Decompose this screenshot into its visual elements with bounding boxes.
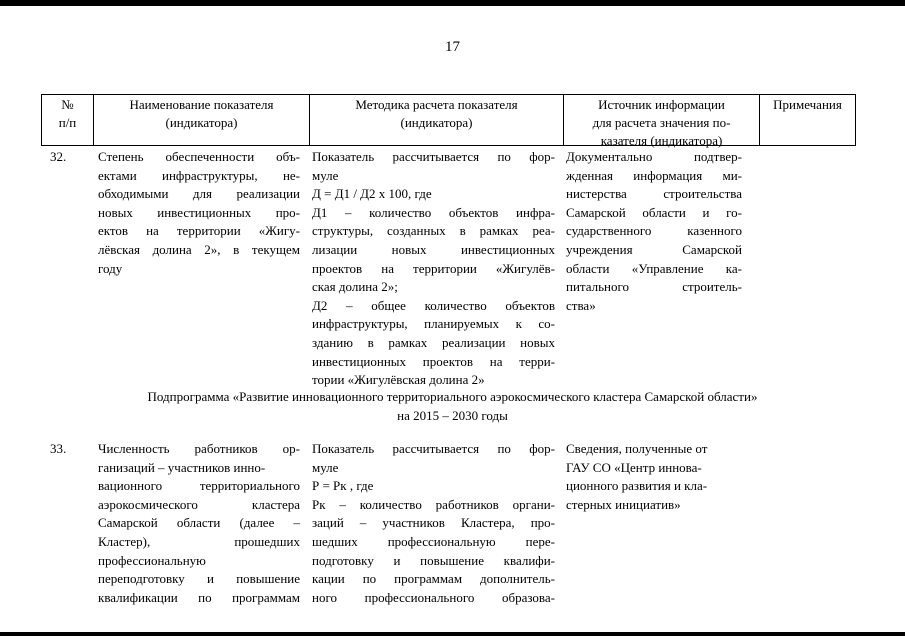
row-33-source: Сведения, полученные от ГАУ СО «Центр иннова- ционного развития и кла- стерных инициатив»: [566, 441, 708, 512]
row-32-method: Показатель рассчитывается по фор- муле Д = Д1 / Д2 х 100, где Д1 – количество объектов инфра- структуры, созданных в рамках реа- лизации новых инвестиционных проектов на территории «Жигулёв- ская долина 2»; Д2 – общее количество объектов инфраструктуры, планируемых к со- зданию в рамках реализации новых инвестиционных проектов на терри- тории «Жигулёвская долина 2»: [312, 149, 555, 388]
header-method: Методика расчета показателя (индикатора): [309, 95, 563, 145]
header-source: Источник информации для расчета значения по- казателя (индикатора): [563, 95, 759, 145]
row-32-number: 32.: [50, 149, 67, 164]
bottom-border: [0, 632, 905, 636]
row-33-name: Численность работников ор- ганизаций – участников инно- вационного территориального аэрокосмического кластера Самарской области (далее – Кластер), прошедших профессиональную переподготовку и повышение квалификации по программам: [98, 441, 300, 605]
header-name: Наименование показателя (индикатора): [93, 95, 309, 145]
row-33-number: 33.: [50, 441, 67, 456]
row-32-name: Степень обеспеченности объ- ектами инфраструктуры, не- обходимыми для реализации новых инвестиционных про- ектов на территории «Жигу- лёвская долина 2», в текущем году: [98, 149, 300, 276]
subprogram-heading: Подпрограмма «Развитие инновационного территориального аэрокосмического кластера Самарской области» на 2015 – 2030 годы: [147, 389, 758, 423]
row-33-method: Показатель рассчитывается по фор- муле Р = Рк , где Рк – количество работников органи- заций – участников Кластера, про- шедших профессиональную пере- подготовку и повышение квалифи- кации по программам дополнитель- ного профессионального образова-: [312, 441, 555, 605]
header-number: № п/п: [41, 95, 93, 145]
row-32-source: Документально подтвер- жденная информация ми- нистерства строительства Самарской области и го- сударственного казенного учреждения Самарской области «Управление ка- питального строитель- ства»: [566, 149, 742, 313]
top-border: [0, 0, 905, 6]
table-header: [41, 94, 856, 146]
page-number: 17: [445, 39, 460, 55]
header-notes: Примечания: [759, 95, 856, 145]
